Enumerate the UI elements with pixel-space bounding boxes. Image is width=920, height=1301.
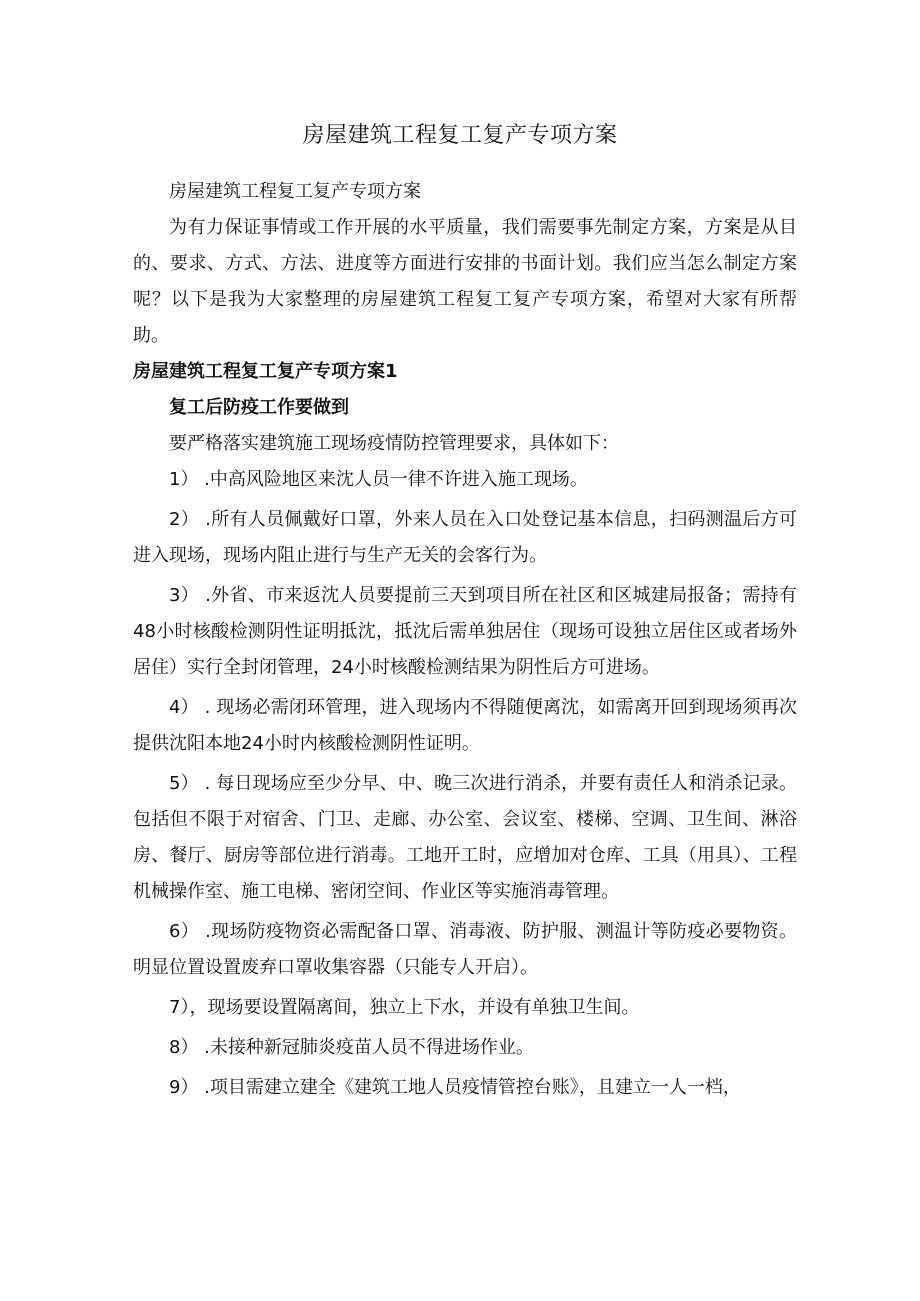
requirement-intro: 要严格落实建筑施工现场疫情防控管理要求，具体如下：: [169, 433, 619, 454]
sub-heading: 复工后防疫工作要做到: [169, 397, 349, 418]
document-title: 房屋建筑工程复工复产专项方案: [302, 123, 618, 148]
list-item: 1） .中高风险地区来沈人员一律不许进入施工现场。: [169, 469, 588, 490]
list-item: 8） .未接种新冠肺炎疫苗人员不得进场作业。: [169, 1037, 534, 1058]
list-item: 3） .外省、市来返沈人员要提前三天到项目所在社区和区城建局报备；需持有48小时核酸检测阴性证明抵沈，抵沈后需单独居住（现场可设独立居住区或者场外居住）实行全封闭管理，24小时核酸检测结果为阴性后方可进场。: [133, 585, 797, 678]
document-body: [133, 174, 797, 1110]
section-heading: 房屋建筑工程复工复产专项方案1: [133, 361, 398, 382]
list-item: 6） .现场防疫物资必需配备口罩、消毒液、防护服、测温计等防疫必要物资。明显位置设置废弃口罩收集容器（只能专人开启）。: [133, 921, 797, 978]
list-item: 9） .项目需建立建全《建筑工地人员疫情管控台账》，且建立一人一档，: [169, 1077, 741, 1098]
intro-paragraph: 为有力保证事情或工作开展的水平质量，我们需要事先制定方案，方案是从目的、要求、方式、方法、进度等方面进行安排的书面计划。我们应当怎么制定方案呢？以下是我为大家整理的房屋建筑工程复工复产专项方案，希望对大家有所帮助。: [133, 217, 797, 346]
list-item: 2） .所有人员佩戴好口罩，外来人员在入口处登记基本信息，扫码测温后方可进入现场，现场内阻止进行与生产无关的会客行为。: [133, 509, 797, 566]
list-item: 4） . 现场必需闭环管理，进入现场内不得随便离沈，如需离开回到现场须再次提供沈阳本地24小时内核酸检测阴性证明。: [133, 697, 797, 754]
intro-title: 房屋建筑工程复工复产专项方案: [169, 181, 421, 202]
list-item: 7），现场要设置隔离间，独立上下水，并设有单独卫生间。: [169, 997, 640, 1018]
list-item: 5） . 每日现场应至少分早、中、晚三次进行消杀，并要有责任人和消杀记录。包括但不限于对宿舍、门卫、走廊、办公室、会议室、楼梯、空调、卫生间、淋浴房、餐厅、厨房等部位进行消毒。工地开工时，应增加对仓库、工具（用具）、工程机械操作室、施工电梯、密闭空间、作业区等实施消毒管理。: [133, 773, 797, 902]
